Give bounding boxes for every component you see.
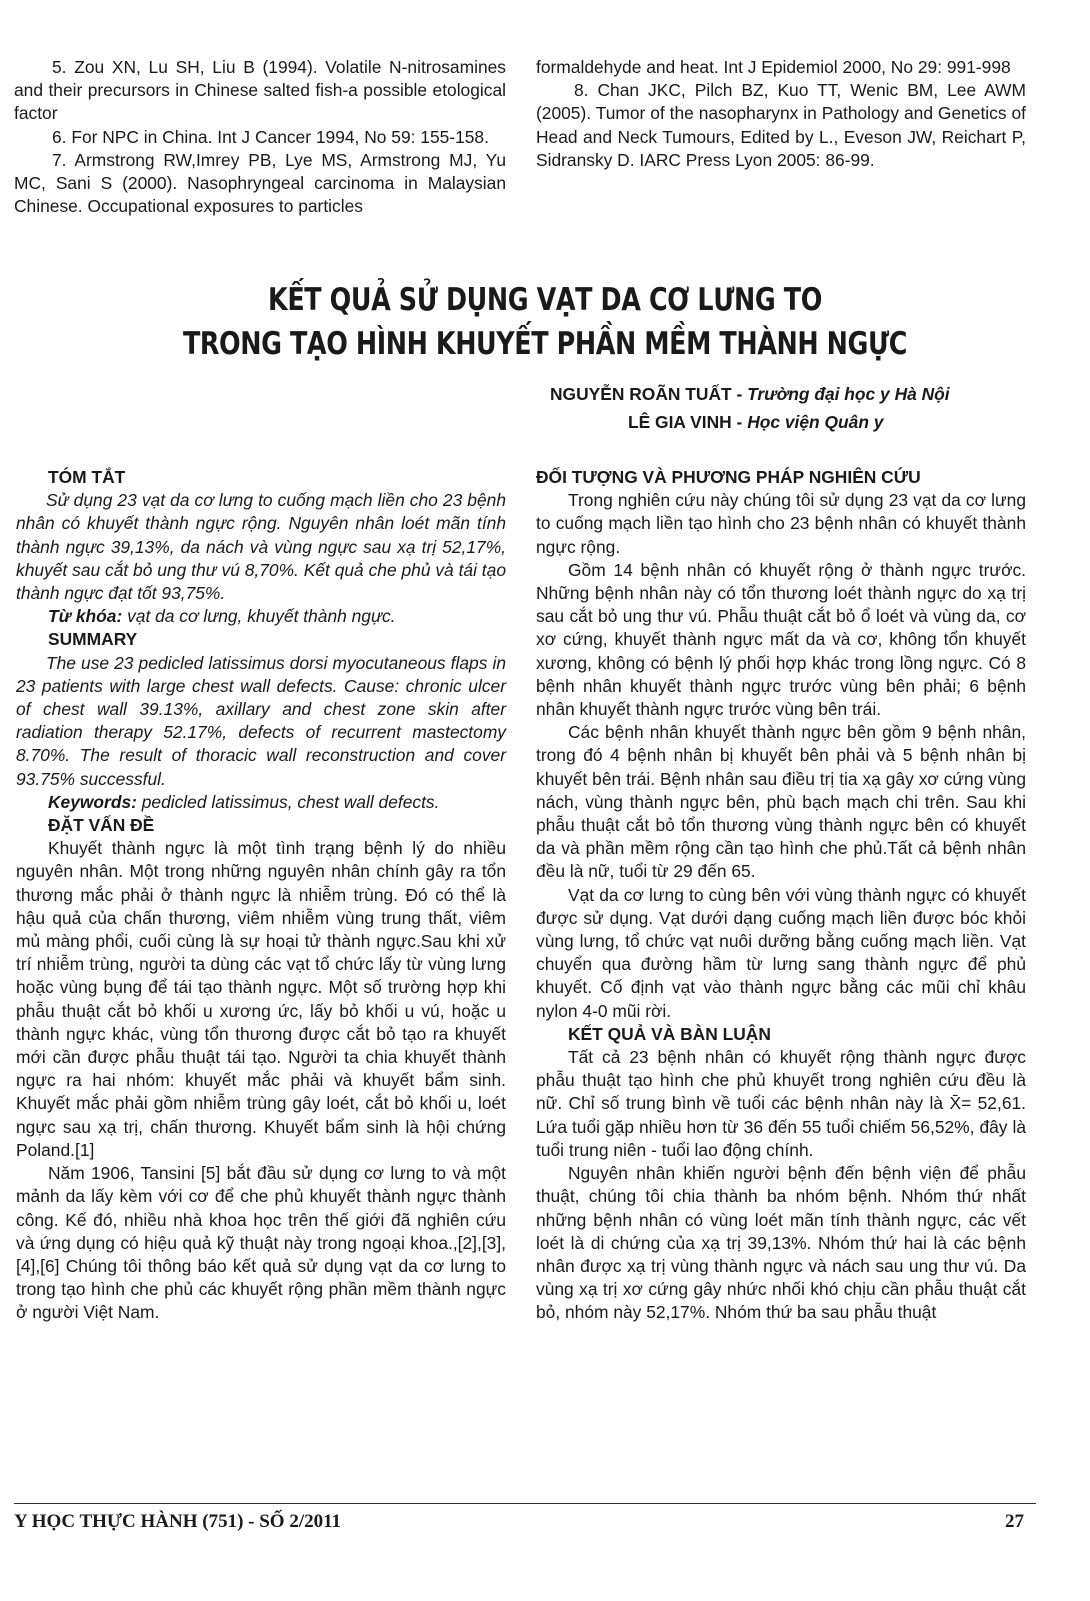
keywords-line <box>16 791 506 814</box>
journal-name: Y HỌC THỰC HÀNH (751) - SỐ 2/2011 <box>14 1511 342 1532</box>
title-line-1: KẾT QUẢ SỬ DỤNG VẠT DA CƠ LƯNG TO <box>268 282 822 318</box>
author-2-affiliation: Học viện Quân y <box>747 412 884 432</box>
references-right-column <box>536 56 1026 172</box>
title-line-2: TRONG TẠO HÌNH KHUYẾT PHẦN MỀM THÀNH NGỰC <box>182 326 908 362</box>
results-paragraph-1: Tất cả 23 bệnh nhân có khuyết rộng thành ngực được phẫu thuật tạo hình che phủ khuyết trong nghiên cứu đều là nữ. Chỉ số trung bình về tuổi các bệnh nhân này là X̄= 52,61. Lứa tuổi gặp nhiều hơn từ 36 đến 55 tuổi chiếm 56,52%, đây là tuổi trung niên - tuổi lao động chính. <box>536 1047 1026 1160</box>
reference-5: 5. Zou XN, Lu SH, Liu B (1994). Volatile N-nitrosamines and their precursors in Chinese salted fish-a possible etological factor <box>14 57 506 124</box>
summary-text: The use 23 pedicled latissimus dorsi myocutaneous flaps in 23 patients with large chest wall defects. Cause: chronic ulcer of chest wall 39.13%, axillary and chest zone skin after radiation therapy 52.17%, defects of recurrent mastectomy 8.70%. The result of thoracic wall reconstruction and cover 93.75% successful. <box>16 652 506 789</box>
article-title <box>98 278 992 366</box>
tukhoa-label: Từ khóa: <box>48 606 123 627</box>
tukhoa-text: vạt da cơ lưng, khuyết thành ngực. <box>122 606 396 627</box>
author-2-name: LÊ GIA VINH <box>628 412 732 432</box>
keywords-label: Keywords: <box>48 791 137 812</box>
methods-paragraph-2: Gồm 14 bệnh nhân có khuyết rộng ở thành ngực trước. Những bệnh nhân này có tổn thương loét thành ngực do xạ trị sau cắt bỏ ung thư vú. Phẫu thuật cắt bỏ ổ loét và vùng da, cơ xơ cứng, khuyết thành ngực mất da và cơ, không tổn khuyết xương, không có bệnh lý phối hợp khác trong lồng ngực. Có 8 bệnh nhân khuyết thành ngực trước vùng bên phải; 6 bệnh nhân khuyết thành ngực trước vùng bên trái. <box>536 559 1026 720</box>
author-1: NGUYỄN ROÃN TUẤT - Trường đại học y Hà Nội <box>550 384 950 404</box>
author-1-name: NGUYỄN ROÃN TUẤT <box>550 384 732 404</box>
results-heading: KẾT QUẢ VÀ BÀN LUẬN <box>568 1023 771 1044</box>
right-body-column <box>536 466 1026 1325</box>
tukhoa-line <box>16 605 506 628</box>
intro-paragraph-1: Khuyết thành ngực là một tình trạng bệnh lý do nhiều nguyên nhân. Một trong những nguyên nhân chính gây ra tổn thương mắc phải ở thành ngực là nhiễm trùng. Đó có thể là hậu quả của chấn thương, viêm nhiễm vùng trung thất, viêm mủ màng phổi, cuối cùng là sự hoại tử thành ngực.Sau khi xử trí nhiễm trùng, người ta dùng các vạt tổ chức lấy từ vùng lưng hoặc vùng bụng để tái tạo thành ngực. Một số trường hợp khi phẫu thuật cắt bỏ khối u xương ức, lấy bỏ khối u vú, hoặc u thành ngực khác, vùng tổn thương được cắt bỏ tạo ra khuyết mới cần được phẫu thuật tái tạo. Người ta chia khuyết thành ngực ra hai nhóm: khuyết mắc phải và khuyết bẩm sinh. Khuyết mắc phải gồm nhiễm trùng gây loét, cắt bỏ khối u, loét ngực sau xạ trị, chấn thương. Khuyết bẩm sinh là hội chứng Poland.[1] <box>16 838 506 1160</box>
tomtat-heading: TÓM TẮT <box>48 467 126 487</box>
footer-rule <box>14 1503 1036 1504</box>
intro-heading: ĐẶT VẤN ĐỀ <box>48 815 155 836</box>
author-2: LÊ GIA VINH - Học viện Quân y <box>628 412 884 432</box>
reference-8: 8. Chan JKC, Pilch BZ, Kuo TT, Wenic BM, Lee AWM (2005). Tumor of the nasopharynx in Pathology and Genetics of Head and Neck Tumours, Edited by L., Eveson JW, Reichart P, Sidransky D. IARC Press Lyon 2005: 86-99. <box>536 80 1026 170</box>
summary-heading: SUMMARY <box>48 629 138 650</box>
references-left-column <box>14 56 506 218</box>
keywords-text: pedicled latissimus, chest wall defects. <box>136 791 440 812</box>
intro-paragraph-2: Năm 1906, Tansini [5] bắt đầu sử dụng cơ lưng to và một mảnh da lấy kèm với cơ để che phủ khuyết thành ngực thành công. Kế đó, nhiều nhà khoa học trên thế giới đã nghiên cứu và ứng dụng có hiệu quả kỹ thuật này trong ngoại khoa.,[2],[3],[4],[6] Chúng tôi thông báo kết quả sử dụng vạt da cơ lưng to trong tạo hình che phủ các khuyết rộng phần mềm thành ngực ở người Việt Nam. <box>16 1163 506 1323</box>
methods-paragraph-3: Các bệnh nhân khuyết thành ngực bên gồm 9 bệnh nhân, trong đó 4 bệnh nhân bị khuyết bên phải và 5 bệnh nhân bị khuyết bên trái. Bệnh nhân sau điều trị tia xạ gây xơ cứng vùng nách, vùng thành ngực bên, phù bạch mạch chi trên. Sau khi phẫu thuật cắt bỏ tổn thương vùng thành ngực bên có khuyết da và phần mềm rộng cần tạo hình che phủ.Tất cả bệnh nhân đều là nữ, tuổi từ 29 đến 65. <box>536 722 1026 882</box>
page-number: 27 <box>1005 1511 1024 1532</box>
methods-heading: ĐỐI TƯỢNG VÀ PHƯƠNG PHÁP NGHIÊN CỨU <box>536 467 921 487</box>
reference-6: 6. For NPC in China. Int J Cancer 1994, No 59: 155-158. <box>52 126 489 147</box>
author-1-affiliation: Trường đại học y Hà Nội <box>747 384 950 404</box>
author-block <box>540 380 1040 436</box>
methods-paragraph-1: Trong nghiên cứu này chúng tôi sử dụng 23 vạt da cơ lưng to cuống mạch liền tạo hình cho 23 bệnh nhân có khuyết thành ngực rộng. <box>536 490 1026 557</box>
results-paragraph-2: Nguyên nhân khiến người bệnh đến bệnh viện để phẫu thuật, chúng tôi chia thành ba nhóm bệnh. Nhóm thứ nhất những bệnh nhân có vùng loét mãn tính thành ngực, các vết loét là di chứng của xạ trị 39,13%. Nhóm thứ hai là các bệnh nhân được xạ trị vùng thành ngực và nách sau ung thư vú. Da vùng xạ trị xơ cứng gây nhức nhối khó chịu cần phẫu thuật cắt bỏ, nhóm này 52,17%. Nhóm thứ ba sau phẫu thuật <box>536 1163 1026 1323</box>
left-body-column <box>16 466 506 1325</box>
reference-7-continued: formaldehyde and heat. Int J Epidemiol 2000, No 29: 991-998 <box>536 57 1011 77</box>
tomtat-text: Sử dụng 23 vạt da cơ lưng to cuống mạch liền cho 23 bệnh nhân có khuyết thành ngực rộng. Nguyên nhân loét mãn tính thành ngực 39,13%, da nách và vùng ngực sau xạ trị 52,17%, khuyết sau cắt bỏ ung thư vú 8,70%. Kết quả che phủ và tái tạo thành ngực đạt tốt 93,75%. <box>16 490 506 604</box>
reference-7: 7. Armstrong RW,Imrey PB, Lye MS, Armstrong MJ, Yu MC, Sani S (2000). Nasophryngeal carcinoma in Malaysian Chinese. Occupational exposures to particles <box>14 149 506 217</box>
methods-paragraph-4: Vạt da cơ lưng to cùng bên với vùng thành ngực có khuyết được sử dụng. Vạt dưới dạng cuống mạch liền được bóc khỏi vùng lưng, tổ chức vạt nuôi dưỡng bằng cuống mạch liền. Vạt chuyển qua đường hầm từ lưng sang thành ngực để phủ khuyết. Cố định vạt vào thành ngực bằng các mũi chỉ khâu nylon 4-0 mũi rời. <box>536 884 1026 1021</box>
